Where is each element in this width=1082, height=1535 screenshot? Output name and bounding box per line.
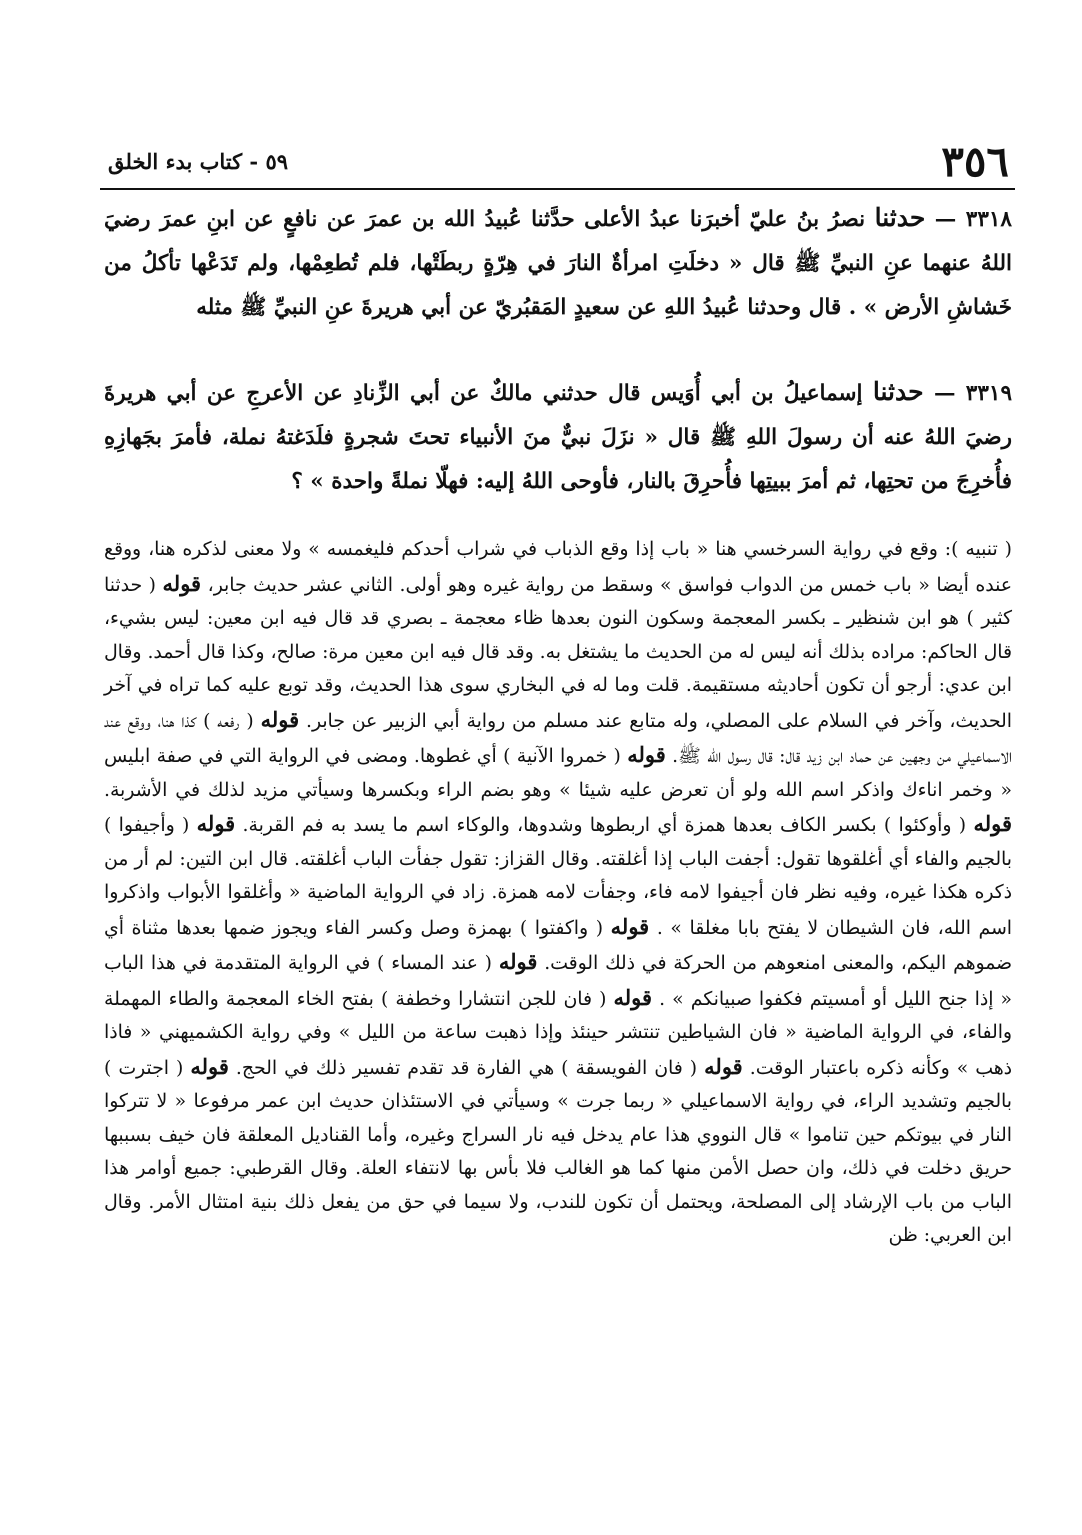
qawluhu-marker: قوله <box>498 949 538 974</box>
commentary-text: ( فان الفويسقة ) هي الفارة قد تقدم تفسير ذلك في الحج. <box>228 1057 705 1079</box>
qawluhu-marker: قوله <box>196 811 236 836</box>
commentary-body <box>104 533 1012 1253</box>
hadith-lead-word: حدثنا <box>874 203 926 232</box>
commentary-text: ( وأوكئوا ) بكسر الكاف بعدها همزة أي اربطوها وشدوها، والوكاء اسم ما يسد به فم القربة. <box>235 815 974 836</box>
page-header <box>100 138 1015 186</box>
hadith-number: ٣٣١٩ — <box>933 381 1012 406</box>
hadith-text: نصرُ بنُ عليّ أخبرَنا عبدُ الأعلى حدَّثنا عُبيدُ الله بن عمرَ عن نافعٍ عن ابنِ عمرَ رضيَ اللهُ عنهما عنِ النبيِّ ﷺ قال « دخلَتِ امرأةٌ النارَ في هِرّةٍ ربطَتْها، فلم تُطعِمْها، ولم تَدَعْها تأكلُ من خَشاشِ الأرض » . قال وحدثنا عُبيدُ اللهِ عن سعيدٍ المَقبُريّ عن أبي هريرةَ عنِ النبيِّ ﷺ مثله <box>104 207 1012 320</box>
running-title: ٥٩ - كتاب بدء الخلق <box>108 149 289 174</box>
hadith-text: إسماعيلُ بن أبي أُوَيس قال حدثني مالكٌ عن أبي الزِّنادِ عن الأعرجِ عن أبي هريرةَ رضيَ اللهُ عنه أن رسولَ اللهِ ﷺ قال « نزَلَ نبيٌّ منَ الأنبياء تحتَ شجرةٍ فلَدَغتهُ نملة، فأمرَ بجَهازِهِ فأُخرِجَ من تحتِها، ثم أمرَ ببيتِها فأُحرِقَ بالنار، فأوحى اللهُ إليه: فهلّا نملةً واحدة » ؟ <box>104 381 1012 494</box>
qawluhu-marker: قوله <box>704 1053 743 1079</box>
qawluhu-marker: قوله <box>190 1053 229 1079</box>
commentary-text: ( تنبيه ): وقع في رواية السرخسي هنا « باب إذا وقع الذباب في شراب أحدكم فليغمسه » ولا معنى لذكره هنا، ووقع عنده أيضا « باب خمس من الدواب فواسق » وسقط من رواية غيره وهو أولى. الثاني عشر حديث جابر، <box>104 539 1012 596</box>
hadith-3319 <box>104 370 1012 504</box>
hadith-3318 <box>104 196 1012 330</box>
commentary-text: ( رفعه ) كذا هنا، ووقع عند الاسماعيلي من وجهين عن حماد ابن زيد قال: قال رسول الله ﷺ. <box>104 710 1013 767</box>
page-number: ٣٥٦ <box>941 137 1009 186</box>
commentary-text: ( خمروا الآنية ) أي غطوها. ومضى في الرواية التي في صفة ابليس « وخمر اناءك واذكر اسم الله ولو أن تعرض عليه شيئا » وهو بضم الراء وبكسرها وسيأتي مزيد لذلك في الأشربة. <box>104 746 1012 801</box>
commentary-text: ( وأجيفوا ) بالجيم والفاء أي أغلقوها تقول: أجفت الباب إذا أغلقته. وقال القزاز: تقول جفأت الباب أغلقته. قال ابن التين: لم أر من ذكره هكذا غيره، وفيه نظر فان أجيفوا لامه فاء، وجفأت لامه همزة. زاد في الرواية الماضية « وأغلقوا الأبواب واذكروا اسم الله، فان الشيطان لا يفتح بابا مغلقا » . <box>104 815 1012 939</box>
qawluhu-marker: قوله <box>627 742 666 767</box>
qawluhu-marker: قوله <box>610 913 650 939</box>
commentary-text: ( اجترت ) بالجيم وتشديد الراء، في رواية الاسماعيلي « ربما جرت » وسيأتي في الاستئذان حديث ابن عمر مرفوعا « لا تتركوا النار في بيوتكم حين تناموا » قال النووي هذا عام يدخل فيه نار السراج وغيره، وأما القناديل المعلقة فان خيف بسببها حريق دخلت في ذلك، وان حصل الأمن منها كما هو الغالب فلا بأس بها لانتفاء العلة. وقال القرطبي: جميع أوامر هذا الباب من باب الإرشاد إلى المصلحة، ويحتمل أن تكون للندب، ولا سيما في حق من يفعل ذلك بنية امتثال الأمر. وقال ابن العربي: ظن <box>104 1057 1012 1246</box>
header-rule <box>100 188 1015 190</box>
commentary-text: ( عند المساء ) في الرواية المتقدمة في هذا الباب « إذا جنح الليل أو أمسيتم فكفوا صبيانكم » . <box>104 953 1013 1010</box>
qawluhu-marker: قوله <box>162 570 202 596</box>
hadith-lead-word: حدثنا <box>872 377 924 406</box>
hadith-number: ٣٣١٨ — <box>934 207 1012 232</box>
commentary-text: ( واكفتوا ) بهمزة وصل وكسر الفاء ويجوز ضمها بعدها مثناة أي ضموهم اليكم، والمعنى امنعوهم من الحركة في ذلك الوقت. <box>104 917 1012 974</box>
commentary-text: ( حدثنا كثير ) هو ابن شنظير ـ بكسر المعجمة وسكون النون بعدها ظاء معجمة ـ بصري قد قال فيه ابن معين: ليس بشيء، قال الحاكم: مراده بذلك أنه ليس له من الحديث ما يشتغل به. وقد قال فيه ابن معين مرة: صالح، وكذا قال أحمد. وقال ابن عدي: أرجو أن تكون أحاديثه مستقيمة. قلت وما له في البخاري سوى هذا الحديث، وقد توبع عليه كما تراه في آخر الحديث، وآخر في السلام على المصلي، وله متابع عند مسلم من رواية أبي الزبير عن جابر. <box>104 574 1012 732</box>
qawluhu-marker: قوله <box>260 706 300 732</box>
qawluhu-marker: قوله <box>973 811 1012 836</box>
commentary-text: ( فان للجن انتشارا وخطفة ) بفتح الخاء المعجمة والطاء المهملة والفاء، في الرواية الماضية « فان الشياطين تنتشر حينئذ وإذا ذهبت ساعة من الليل » وفي رواية الكشميهني « فاذا ذهب » وكأنه ذكره باعتبار الوقت. <box>104 988 1013 1079</box>
qawluhu-marker: قوله <box>613 984 653 1010</box>
